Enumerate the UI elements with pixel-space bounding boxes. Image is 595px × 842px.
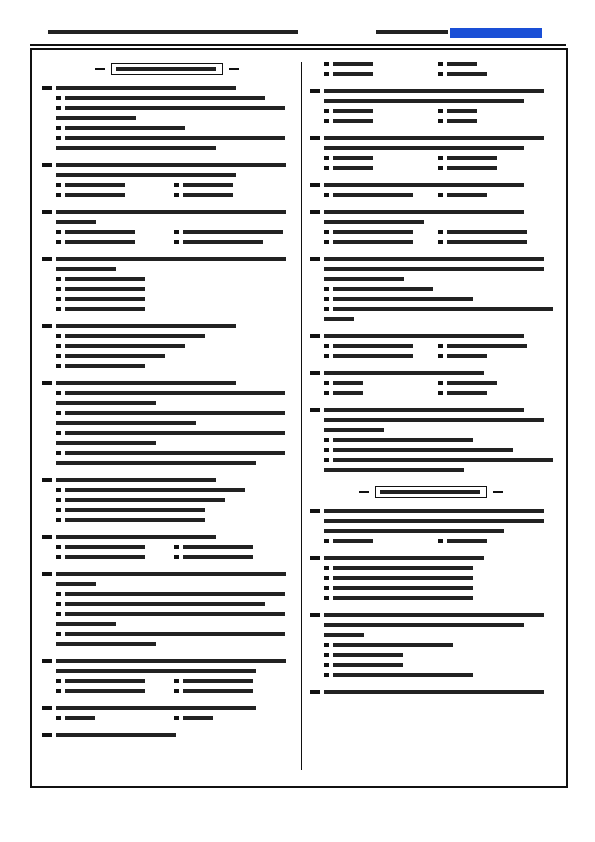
question-number <box>42 572 52 576</box>
question-number <box>42 210 52 214</box>
option-marker <box>324 596 329 600</box>
option-marker <box>324 663 329 667</box>
question <box>42 570 292 647</box>
question <box>310 369 552 396</box>
option-marker <box>56 183 61 187</box>
option-marker <box>56 518 61 522</box>
question-number <box>310 613 320 617</box>
option-marker <box>324 438 329 442</box>
question <box>42 731 292 738</box>
option-marker <box>324 62 329 66</box>
question-number <box>42 163 52 167</box>
option-marker <box>324 653 329 657</box>
option-marker <box>56 602 61 606</box>
question <box>310 611 552 678</box>
question <box>42 657 292 694</box>
option-marker <box>174 679 179 683</box>
option-marker <box>56 689 61 693</box>
option-marker <box>438 62 443 66</box>
option-marker <box>56 287 61 291</box>
question <box>310 688 552 695</box>
question-number <box>42 381 52 385</box>
option-marker <box>56 498 61 502</box>
option-marker <box>438 354 443 358</box>
question <box>310 181 552 198</box>
question <box>310 87 552 124</box>
option-marker <box>438 230 443 234</box>
question <box>42 322 292 369</box>
question <box>310 208 552 245</box>
question-number <box>310 690 320 694</box>
option-marker <box>56 344 61 348</box>
question <box>42 208 292 245</box>
option-marker <box>56 364 61 368</box>
option-marker <box>56 126 61 130</box>
option-marker <box>56 555 61 559</box>
option-marker <box>324 193 329 197</box>
option-marker <box>174 183 179 187</box>
option-marker <box>174 193 179 197</box>
option-marker <box>56 431 61 435</box>
left-column <box>42 60 292 741</box>
question-number <box>310 334 320 338</box>
option-marker <box>324 307 329 311</box>
header-title-text <box>48 30 298 34</box>
question-number <box>310 210 320 214</box>
option-marker <box>56 592 61 596</box>
option-marker <box>56 277 61 281</box>
option-marker <box>324 297 329 301</box>
question-number <box>310 183 320 187</box>
option-marker <box>56 297 61 301</box>
heading-dash <box>493 491 503 493</box>
question-number <box>42 733 52 737</box>
question-number <box>310 556 320 560</box>
heading-dash <box>229 68 239 70</box>
section-heading-box <box>375 486 487 498</box>
question-number <box>42 535 52 539</box>
option-marker <box>438 381 443 385</box>
option-marker <box>56 411 61 415</box>
option-marker <box>324 458 329 462</box>
option-marker <box>324 166 329 170</box>
option-marker <box>438 240 443 244</box>
question <box>42 379 292 466</box>
option-marker <box>56 193 61 197</box>
question-number <box>310 257 320 261</box>
option-marker <box>438 72 443 76</box>
option-marker <box>174 230 179 234</box>
question-number <box>42 659 52 663</box>
question-number <box>310 408 320 412</box>
option-marker <box>324 109 329 113</box>
option-marker <box>324 673 329 677</box>
question <box>42 476 292 523</box>
option-marker <box>56 354 61 358</box>
option-marker <box>324 391 329 395</box>
option-marker <box>324 448 329 452</box>
section-heading-2 <box>310 483 552 501</box>
option-marker <box>324 586 329 590</box>
option-marker <box>438 391 443 395</box>
question-number <box>310 136 320 140</box>
option-marker <box>56 230 61 234</box>
question-number <box>310 509 320 513</box>
option-marker <box>438 539 443 543</box>
question <box>42 161 292 198</box>
option-marker <box>174 555 179 559</box>
option-marker <box>324 576 329 580</box>
option-marker <box>56 307 61 311</box>
option-marker <box>438 166 443 170</box>
heading-dash <box>359 491 369 493</box>
option-marker <box>56 488 61 492</box>
question-number <box>310 89 320 93</box>
question <box>42 84 292 151</box>
question-number <box>42 86 52 90</box>
option-marker <box>174 689 179 693</box>
option-marker <box>438 156 443 160</box>
option-marker <box>174 545 179 549</box>
option-marker <box>56 136 61 140</box>
header-site-label <box>376 30 448 34</box>
option-marker <box>324 72 329 76</box>
header-rule <box>30 44 566 46</box>
option-marker <box>438 344 443 348</box>
question <box>310 406 552 473</box>
option-marker <box>56 391 61 395</box>
option-marker <box>56 106 61 110</box>
question <box>42 255 292 312</box>
option-marker <box>324 354 329 358</box>
question-number <box>42 257 52 261</box>
option-marker <box>56 451 61 455</box>
option-marker <box>324 119 329 123</box>
option-marker <box>324 344 329 348</box>
question-number <box>42 706 52 710</box>
option-marker <box>174 716 179 720</box>
question <box>42 533 292 560</box>
option-marker <box>324 287 329 291</box>
option-marker <box>56 545 61 549</box>
option-marker <box>56 679 61 683</box>
section-heading-1 <box>42 60 292 78</box>
heading-dash <box>95 68 105 70</box>
option-marker <box>56 96 61 100</box>
question <box>310 332 552 359</box>
option-marker <box>56 334 61 338</box>
question <box>310 134 552 171</box>
right-column <box>310 60 552 698</box>
option-marker <box>324 156 329 160</box>
question <box>310 554 552 601</box>
option-marker <box>438 193 443 197</box>
option-marker <box>438 119 443 123</box>
question <box>310 507 552 544</box>
question-number <box>42 324 52 328</box>
header-link[interactable] <box>450 28 542 38</box>
option-marker <box>324 643 329 647</box>
option-marker <box>56 612 61 616</box>
option-marker <box>56 508 61 512</box>
option-marker <box>324 539 329 543</box>
option-marker <box>56 716 61 720</box>
question-number <box>310 371 320 375</box>
question-number <box>42 478 52 482</box>
option-marker <box>324 240 329 244</box>
option-marker <box>324 566 329 570</box>
option-marker <box>324 381 329 385</box>
question <box>310 255 552 322</box>
option-marker <box>174 240 179 244</box>
question <box>42 704 292 721</box>
option-marker <box>438 109 443 113</box>
section-heading-box <box>111 63 223 75</box>
option-marker <box>56 632 61 636</box>
option-marker <box>56 240 61 244</box>
option-marker <box>324 230 329 234</box>
column-divider <box>301 62 302 770</box>
